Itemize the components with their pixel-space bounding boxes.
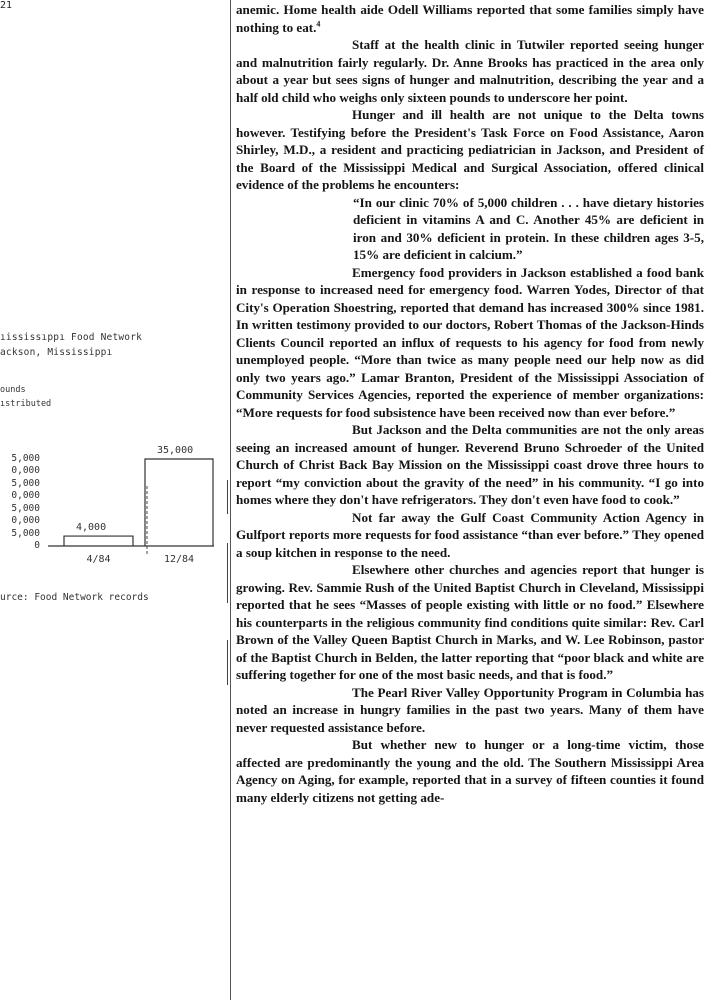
margin-mark bbox=[227, 480, 228, 514]
footnote-marker: 4 bbox=[316, 19, 321, 29]
bar bbox=[145, 459, 213, 546]
x-tick-label: 4/84 bbox=[86, 554, 111, 565]
y-tick-label: 5,000 bbox=[11, 477, 40, 489]
food-network-chart bbox=[0, 326, 225, 616]
chart-title-line-2: ackson, Mississippı bbox=[0, 347, 113, 358]
paragraph: Not far away the Gulf Coast Community Action Agency in Gulfport reports more requests for food assistance “than ever before.” They opened a soup kitchen in response to the need. bbox=[236, 509, 704, 560]
paragraph: Hunger and ill health are not unique to the Delta towns however. Testifying before the President's Task Force on Food Assistance, Aaron Shirley, M.D., a resident and practicing pediatrician in Jackson, and President of the Board of the Mississippi Medical and Surgical Association, offered clinical evidence of the problems he encounters: bbox=[236, 107, 704, 192]
chart-plot bbox=[0, 326, 225, 616]
chart-ylabel-line-1: ounds bbox=[0, 385, 26, 395]
margin-mark bbox=[227, 543, 228, 603]
paragraph: But whether new to hunger or a long-time victim, those affected are predominantly the young and the old. The Southern Mississippi Area Agency on Aging, for example, reported that in a survey of fifteen counties it found many elderly citizens not getting ade- bbox=[236, 737, 704, 805]
paragraph: anemic. Home health aide Odell Williams reported that some families simply have nothing to eat.$^4$ bbox=[236, 2, 704, 35]
y-tick-label: 5,000 bbox=[11, 527, 40, 539]
y-tick-label: 5,000 bbox=[11, 453, 40, 464]
block-quote: “In our clinic 70% of 5,000 children . . . have dietary histories deficient in vitamins A and C. Another 45% are deficient in iron and 30% deficient in protein. In these children ages 3-5, 15% are deficient in calcium.” bbox=[353, 194, 704, 262]
y-tick-label: 0,000 bbox=[11, 465, 40, 477]
y-tick-label: 0,000 bbox=[11, 490, 40, 502]
paragraph: The Pearl River Valley Opportunity Program in Columbia has noted an increase in hungry families in the past two years. Many of them have never requested assistance before. bbox=[236, 684, 704, 735]
column-rule bbox=[230, 0, 231, 1000]
body-text-column bbox=[236, 1, 704, 806]
bar-value-label: 35,000 bbox=[157, 445, 194, 456]
chart-source: urce: Food Network records bbox=[0, 592, 149, 603]
margin-mark bbox=[227, 640, 228, 685]
paragraph: But Jackson and the Delta communities are not the only areas seeing an increased amount of hunger. Reverend Bruno Schroeder of the United Church of Christ Back Bay Mission on the Mississippi coast drove three hours to report “my conviction about the gravity of the need” in his community. “I go into homes where they don't have refrigerators. They don't even have food to cook.” bbox=[236, 422, 704, 507]
x-tick-label: 12/84 bbox=[163, 554, 195, 565]
y-tick-label: 0 bbox=[34, 540, 40, 551]
page-number: 21 bbox=[0, 0, 13, 11]
chart-ylabel-line-2: ıstributed bbox=[0, 399, 52, 409]
paragraph: Staff at the health clinic in Tutwiler reported seeing hunger and malnutrition fairly regularly. Dr. Anne Brooks has practiced in the area only about a year but sees signs of hunger and malnutrition, describing the year and a half old child who weighs only sixteen pounds to underscore her point. bbox=[236, 37, 704, 105]
bar bbox=[64, 536, 133, 546]
y-tick-label: 0,000 bbox=[11, 515, 40, 527]
paragraph: Elsewhere other churches and agencies report that hunger is growing. Rev. Sammie Rush of the United Baptist Church in Cleveland, Mississippi reported that he sees “Masses of people existing with little or no food.” Elsewhere his counterparts in the religious community find conditions quite similar: Rev. Carl Brown of the Valley Queen Baptist Church in Marks, and W. Lee Robinson, pastor of the Baptist Church in Belden, the latter reporting that “poor black and white are suffering together for one of the most basic needs, and that is food.” bbox=[236, 562, 704, 682]
y-tick-label: 5,000 bbox=[11, 502, 40, 514]
bar-value-label: 4,000 bbox=[76, 522, 107, 534]
chart-title-line-1: ıississıppı Food Network bbox=[0, 332, 143, 343]
paragraph: Emergency food providers in Jackson established a food bank in response to increased need for emergency food. Warren Yodes, Director of that City's Operation Shoestring, reported that demand has increased 300% since 1981. In written testimony provided to our doctors, Robert Thomas of the Jackson-Hinds Clients Council reported an influx of requests to his agency for food from newly unemployed people. “More than twice as many people need our help now as did only two years ago.” Lamar Branton, President of the Mississippi Association of Community Services Agencies, reported the experience of member organizations: “More requests for food subsistence have been received now than ever before.” bbox=[236, 264, 704, 420]
